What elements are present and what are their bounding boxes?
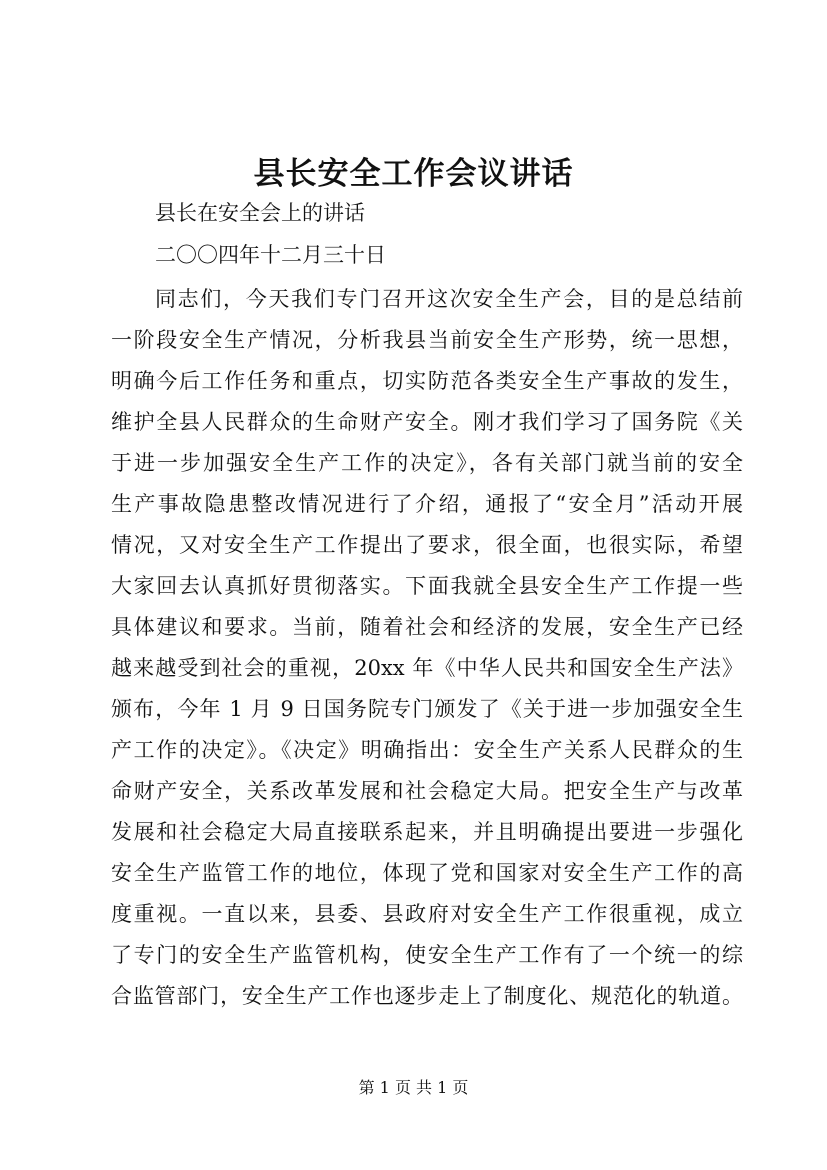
- body-line: 维护全县人民群众的生命财产安全。刚才我们学习了国务院《关: [111, 410, 743, 434]
- body-line: 命财产安全，关系改革发展和社会稳定大局。把安全生产与改革: [111, 779, 743, 803]
- body-line: 情况，又对安全生产工作提出了要求，很全面，也很实际，希望: [111, 533, 743, 557]
- page-footer: 第 1 页 共 1 页: [358, 1078, 469, 1097]
- body-line: 产工作的决定》。《决定》明确指出：安全生产关系人民群众的生: [111, 738, 743, 762]
- body-line: 一阶段安全生产情况，分析我县当前安全生产形势，统一思想，: [111, 328, 743, 352]
- document-date: 二〇〇四年十二月三十日: [155, 243, 386, 267]
- body-line: 于进一步加强安全生产工作的决定》，各有关部门就当前的安全: [111, 451, 743, 475]
- body-line: 了专门的安全生产监管机构，使安全生产工作有了一个统一的综: [111, 943, 743, 967]
- body-line: 具体建议和要求。当前，随着社会和经济的发展，安全生产已经: [111, 615, 743, 639]
- body-line: 颁布，今年 1 月 9 日国务院专门颁发了《关于进一步加强安全生: [111, 697, 743, 721]
- body-line: 大家回去认真抓好贯彻落实。下面我就全县安全生产工作提一些: [111, 574, 743, 598]
- body-line: 度重视。一直以来，县委、县政府对安全生产工作很重视，成立: [111, 902, 743, 926]
- body-line: 安全生产监管工作的地位，体现了党和国家对安全生产工作的高: [111, 861, 743, 885]
- body-line: 生产事故隐患整改情况进行了介绍，通报了“安全月”活动开展: [111, 492, 743, 516]
- document-title: 县长安全工作会议讲话: [253, 156, 574, 192]
- body-line: 发展和社会稳定大局直接联系起来，并且明确提出要进一步强化: [111, 820, 743, 844]
- body-line: 明确今后工作任务和重点，切实防范各类安全生产事故的发生，: [111, 369, 743, 393]
- document-subtitle: 县长在安全会上的讲话: [155, 201, 365, 225]
- body-line: 越来越受到社会的重视，20xx 年《中华人民共和国安全生产法》: [111, 656, 743, 680]
- body-line: 合监管部门，安全生产工作也逐步走上了制度化、规范化的轨道。: [111, 984, 743, 1008]
- body-line: 同志们，今天我们专门召开这次安全生产会，目的是总结前: [155, 287, 743, 311]
